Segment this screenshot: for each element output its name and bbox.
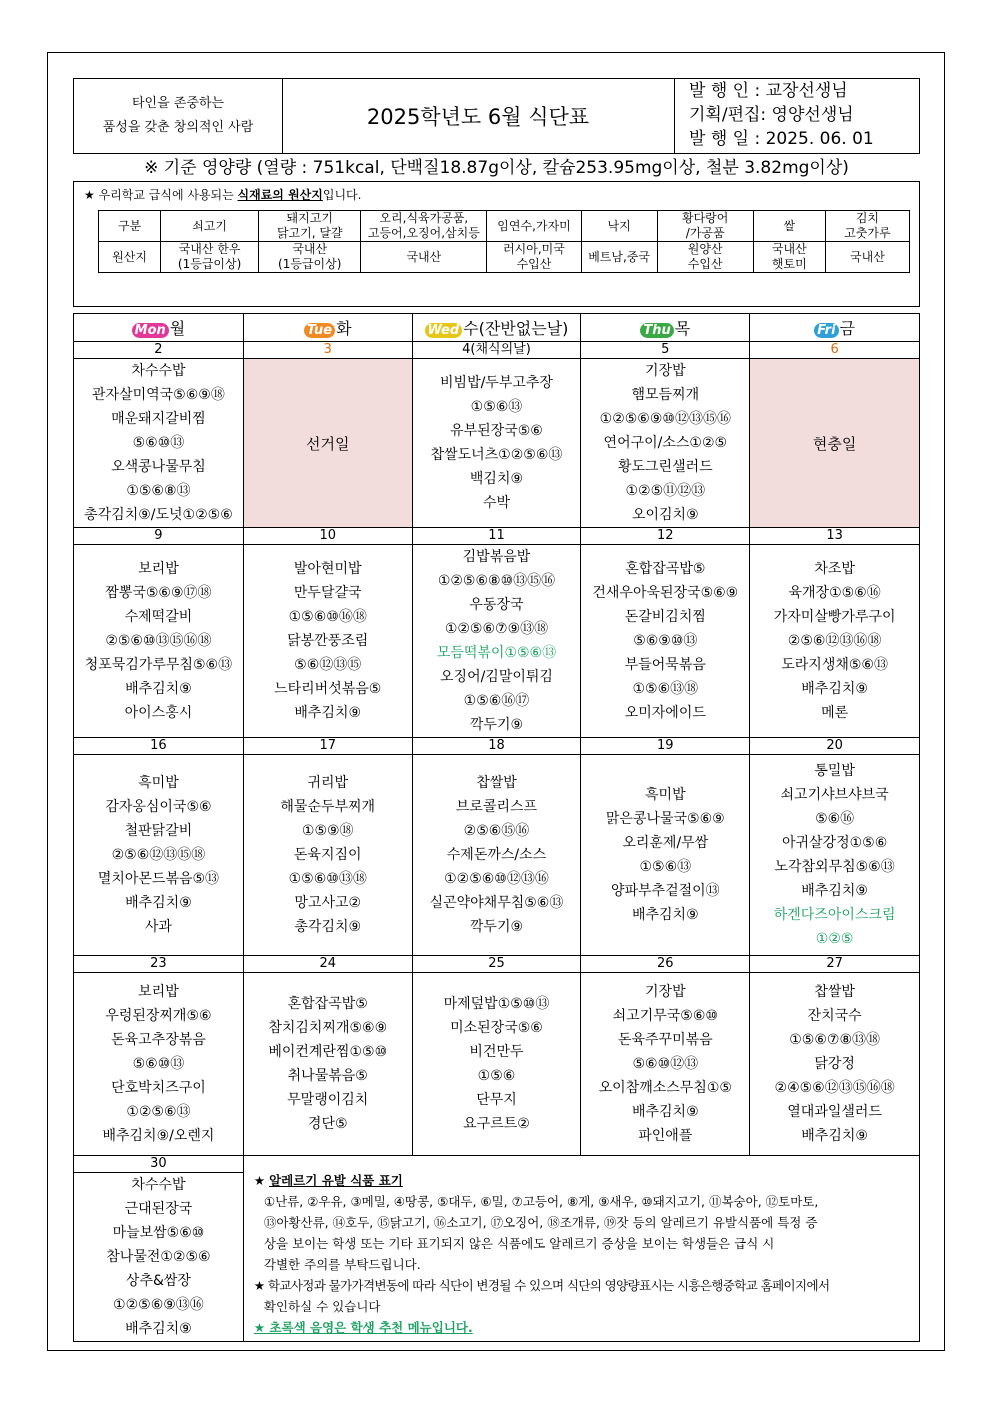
menu-item: 도라지생채⑤⑥⑬ xyxy=(781,657,888,673)
menu-item: 기장밥 xyxy=(645,363,686,379)
menu-item: ①⑤⑥⑩⑬⑱ xyxy=(288,871,367,887)
menu-item: 사과 xyxy=(144,919,172,935)
menu-row xyxy=(74,359,920,528)
menu-cell xyxy=(412,755,581,956)
menu-item: 혼합잡곡밥⑤ xyxy=(287,996,368,1012)
school-motto xyxy=(74,79,283,153)
menu-item: ①②⑤⑥⑧⑩⑬⑮⑯ xyxy=(437,573,556,589)
menu-item: ⑤⑥⑯ xyxy=(815,811,855,827)
menu-item: 실곤약야채무침⑤⑥⑬ xyxy=(429,895,564,911)
menu-item: 메론 xyxy=(821,705,849,721)
date-row xyxy=(74,738,920,755)
menu-cell xyxy=(750,545,920,738)
green-note: ★ 초록색 음영은 학생 추천 메뉴입니다. xyxy=(253,1319,473,1335)
menu-item: ①⑤⑥ xyxy=(477,1068,516,1084)
menu-item: 베이컨계란찜①⑤⑩ xyxy=(268,1044,388,1060)
menu-cell xyxy=(581,755,750,956)
menu-item: 통밀밥 xyxy=(814,763,855,779)
weekday-mon xyxy=(74,314,244,342)
menu-item: ②⑤⑥⑫⑬⑮⑱ xyxy=(111,847,206,863)
menu-item: 아이스홍시 xyxy=(124,705,193,721)
origin-note-bold: 식재료의 원산지 xyxy=(237,188,323,202)
menu-item: 배추김치⑨ xyxy=(125,895,192,911)
menu-item: 맑은콩나물국⑤⑥⑨ xyxy=(605,811,725,827)
origin-header-cell: 쇠고기 xyxy=(161,211,259,242)
menu-item: 부들어묵볶음 xyxy=(624,657,706,673)
date-cell: 26 xyxy=(581,956,750,973)
menu-item: 오이김치⑨ xyxy=(631,507,699,523)
menu-item: 육개장①⑤⑥⑯ xyxy=(788,585,881,601)
date-cell: 6 xyxy=(750,342,920,359)
origin-value-cell: 러시아,미국 수입산 xyxy=(487,242,581,273)
menu-item: 배추김치⑨ xyxy=(801,1128,868,1144)
publisher: 발 행 인 : 교장선생님 xyxy=(689,81,848,101)
menu-item: 햄모듬찌개 xyxy=(631,387,700,403)
menu-cell xyxy=(243,545,412,738)
menu-item: 돈육지짐이 xyxy=(293,847,362,863)
date-cell: 3 xyxy=(243,342,412,359)
nutrition-standard: ※ 기준 영양량 (열량 : 751kcal, 단백질18.87g이상, 칼슘253.95mg이상, 철분 3.82mg이상) xyxy=(144,158,849,178)
origin-value-cell: 원양산 수입산 xyxy=(657,242,753,273)
info-line: ★ 학교사정과 물가가격변동에 따라 식단이 변경될 수 있으며 식단의 영양량표시는 시흥은행중학교 홈페이지에서 xyxy=(253,1277,830,1293)
menu-item: 하겐다즈아이스크림 xyxy=(773,907,896,923)
holiday-label: 선거일 xyxy=(305,434,350,453)
menu-item: ①②⑤⑥⑦⑨⑬⑱ xyxy=(444,621,549,637)
menu-item: 감자옹심이국⑤⑥ xyxy=(105,799,212,815)
menu-item: 오리훈제/무쌈 xyxy=(622,835,709,851)
menu-row xyxy=(74,755,920,956)
date-cell: 5 xyxy=(581,342,750,359)
weekday-label: 수(잔반없는날) xyxy=(463,319,569,338)
menu-item: 해물순두부찌개 xyxy=(280,799,376,815)
date-cell: 30 xyxy=(74,1156,244,1173)
holiday-cell xyxy=(750,359,920,528)
origin-note-prefix: ★ 우리학교 급식에 사용되는 xyxy=(84,188,238,202)
date-cell: 13 xyxy=(750,528,920,545)
menu-item: 마제덮밥①⑤⑩⑬ xyxy=(443,996,550,1012)
menu-item: 오미자에이드 xyxy=(624,705,706,721)
menu-item: 돈갈비김치찜 xyxy=(624,609,706,625)
info-line: 상을 보이는 학생 또는 기타 표기되지 않은 식품에도 알레르기 증상을 보이는 학생들은 급식 시 xyxy=(263,1235,775,1251)
header xyxy=(73,78,920,154)
menu-item: 수제돈까스/소스 xyxy=(446,847,547,863)
origin-header-cell: 김치 고춧가루 xyxy=(825,211,909,242)
weekday-label: 목 xyxy=(674,319,691,338)
publisher-info xyxy=(675,79,920,153)
menu-cell xyxy=(74,359,244,528)
info-line: ①난류, ②우유, ③메밀, ④땅콩, ⑤대두, ⑥밀, ⑦고등어, ⑧게, ⑨새우, ⑩돼지고기, ⑪복숭아, ⑫토마토, xyxy=(263,1193,819,1209)
menu-item: 황도그린샐러드 xyxy=(617,459,713,475)
info-line: 각별한 주의를 부탁드립니다. xyxy=(263,1256,421,1272)
page-title: 2025학년도 6월 식단표 xyxy=(282,79,675,153)
weekday-badge: Tue xyxy=(304,323,335,338)
menu-item: 무말랭이김치 xyxy=(287,1092,369,1108)
date-cell: 12 xyxy=(581,528,750,545)
menu-item: 배추김치⑨ xyxy=(125,681,192,697)
menu-item: 관자살미역국⑤⑥⑨⑱ xyxy=(92,387,225,403)
menu-item: 발아현미밥 xyxy=(293,561,362,577)
menu-item: 배추김치⑨ xyxy=(125,1321,192,1337)
menu-item: 차수수밥 xyxy=(131,1177,186,1193)
menu-item: ①⑤⑥⑧⑬ xyxy=(126,483,191,499)
menu-item: 마늘보쌈⑤⑥⑩ xyxy=(112,1225,205,1241)
menu-item: 경단⑤ xyxy=(307,1116,348,1132)
menu-item: ①⑤⑥⑯⑰ xyxy=(463,693,530,709)
menu-item: 귀리밥 xyxy=(307,775,349,791)
menu-cell xyxy=(581,973,750,1156)
menu-item: 찹쌀밥 xyxy=(476,775,517,791)
origin-note-suffix: 입니다. xyxy=(322,188,362,202)
origin-header-cell: 쌀 xyxy=(753,211,825,242)
menu-cell xyxy=(412,359,581,528)
menu-item: 닭봉깐풍조림 xyxy=(287,633,369,649)
date-cell: 9 xyxy=(74,528,244,545)
menu-cell xyxy=(243,973,412,1156)
menu-item: 잔치국수 xyxy=(807,1008,862,1024)
menu-item: 아귀살강정①⑤⑥ xyxy=(781,835,888,851)
menu-item: 멸치아몬드볶음⑤⑬ xyxy=(97,871,220,887)
menu-item: 가자미살빵가루구이 xyxy=(773,609,896,625)
menu-item: 망고사고② xyxy=(294,895,362,911)
menu-cell xyxy=(581,359,750,528)
menu-item: 오이참깨소스무침①⑤ xyxy=(598,1080,732,1096)
info-line: 확인하실 수 있습니다 xyxy=(263,1298,381,1314)
menu-item: 흑미밥 xyxy=(138,775,179,791)
menu-item: ①②⑤⑥⑩⑫⑬⑯ xyxy=(444,871,549,887)
date-row xyxy=(74,528,920,545)
menu-item: 근대된장국 xyxy=(124,1201,193,1217)
menu-item: 노각참외무침⑤⑥⑬ xyxy=(774,859,895,875)
menu-item: 브로콜리스프 xyxy=(455,799,538,815)
menu-item: 단호박치즈구이 xyxy=(111,1080,206,1096)
menu-item: 미소된장국⑤⑥ xyxy=(450,1020,543,1036)
menu-cell xyxy=(581,545,750,738)
menu-item: 파인애플 xyxy=(638,1128,693,1144)
menu-item: 차조밥 xyxy=(814,561,855,577)
menu-item: 배추김치⑨ xyxy=(801,883,868,899)
menu-item: ①②⑤⑥⑨⑬⑯ xyxy=(113,1297,204,1313)
origin-value-row xyxy=(99,242,910,273)
weekday-badge: Thu xyxy=(640,323,673,338)
menu-item: 배추김치⑨ xyxy=(294,705,362,721)
weekday-badge: Fri xyxy=(814,323,838,338)
menu-item: ①⑤⑥⑩⑯⑱ xyxy=(288,609,367,625)
menu-item: ⑤⑥⑩⑫⑬ xyxy=(632,1056,699,1072)
menu-item: ①⑤⑥⑬ xyxy=(470,399,523,415)
weekday-fri xyxy=(750,314,920,342)
menu-cell xyxy=(74,973,244,1156)
origin-value-cell: 국내산 햇토미 xyxy=(753,242,825,273)
menu-cell xyxy=(74,1173,244,1342)
origin-note xyxy=(84,186,361,203)
menu-item: ①⑤⑥⑬⑱ xyxy=(632,681,699,697)
origin-value-cell: 원산지 xyxy=(99,242,161,273)
origin-value-cell: 국내산 xyxy=(361,242,487,273)
menu-item: ⑤⑥⑩⑬ xyxy=(132,1056,185,1072)
menu-item: 배추김치⑨ xyxy=(801,681,868,697)
menu-item: 배추김치⑨/오렌지 xyxy=(102,1128,215,1144)
menu-item: 깍두기⑨ xyxy=(469,717,524,733)
weekday-label: 금 xyxy=(839,319,856,338)
date-cell: 16 xyxy=(74,738,244,755)
date-row xyxy=(74,1156,920,1173)
origin-header-cell: 돼지고기 닭고기, 달걀 xyxy=(259,211,361,242)
menu-item: 흑미밥 xyxy=(645,787,686,803)
date-cell: 11 xyxy=(412,528,581,545)
motto-line-1: 타인을 존중하는 xyxy=(131,96,225,111)
menu-item: 오징어/김말이튀김 xyxy=(440,669,553,685)
menu-item: ①⑤⑨⑱ xyxy=(301,823,354,839)
origin-header-row xyxy=(99,211,910,242)
menu-item: 차수수밥 xyxy=(131,363,186,379)
menu-item: 백김치⑨ xyxy=(469,471,524,487)
weekday-header-row xyxy=(74,314,920,342)
origin-header-cell: 구분 xyxy=(99,211,161,242)
date-cell: 27 xyxy=(750,956,920,973)
holiday-cell xyxy=(243,359,412,528)
weekday-badge: Wed xyxy=(425,323,463,338)
date-cell: 2 xyxy=(74,342,244,359)
menu-item: 보리밥 xyxy=(138,984,179,1000)
origin-header-cell: 오리,식육가공품, 고등어,오징어,삼치등 xyxy=(361,211,487,242)
menu-item: ①②⑤⑥⑬ xyxy=(126,1104,191,1120)
origin-value-cell: 국내산 xyxy=(825,242,909,273)
menu-item: 우렁된장찌개⑤⑥ xyxy=(105,1008,212,1024)
info-panel xyxy=(243,1156,919,1342)
menu-item: ②⑤⑥⑮⑯ xyxy=(463,823,530,839)
menu-item: 상추&쌈장 xyxy=(125,1273,191,1289)
menu-item: 찹쌀도너츠①②⑤⑥⑬ xyxy=(430,447,563,463)
weekday-badge: Mon xyxy=(132,323,169,338)
weekday-label: 월 xyxy=(169,319,186,338)
menu-item: 열대과일샐러드 xyxy=(787,1104,882,1120)
menu-item: 우동장국 xyxy=(469,597,524,613)
date-cell: 20 xyxy=(750,738,920,755)
menu-cell xyxy=(750,755,920,956)
editor: 기획/편집: 영양선생님 xyxy=(689,105,854,125)
date-cell: 24 xyxy=(243,956,412,973)
date-row xyxy=(74,956,920,973)
menu-item: ②⑤⑥⑩⑬⑮⑯⑱ xyxy=(105,633,212,649)
menu-item: 연어구이/소스①②⑤ xyxy=(603,435,728,451)
date-cell: 19 xyxy=(581,738,750,755)
holiday-label: 현충일 xyxy=(812,434,857,453)
origin-value-cell: 국내산 한우 (1등급이상) xyxy=(161,242,259,273)
date-cell: 17 xyxy=(243,738,412,755)
menu-item: 보리밥 xyxy=(138,561,179,577)
menu-item: 돈육주꾸미볶음 xyxy=(617,1032,713,1048)
menu-cell xyxy=(243,755,412,956)
menu-cell xyxy=(750,973,920,1156)
menu-row xyxy=(74,973,920,1156)
menu-item: 돈육고추장볶음 xyxy=(111,1032,206,1048)
menu-item: 유부된장국⑤⑥ xyxy=(450,423,543,439)
menu-item: ②④⑤⑥⑫⑬⑮⑯⑱ xyxy=(774,1080,895,1096)
origin-value-cell: 베트남,중국 xyxy=(581,242,657,273)
origin-header-cell: 낙지 xyxy=(581,211,657,242)
motto-line-2: 품성을 갖춘 창의적인 사람 xyxy=(102,120,254,135)
date-cell: 10 xyxy=(243,528,412,545)
menu-item: 깍두기⑨ xyxy=(469,919,524,935)
menu-item: 혼합잡곡밥⑤ xyxy=(625,561,706,577)
weekday-wed xyxy=(412,314,581,342)
publish-date: 발 행 일 : 2025. 06. 01 xyxy=(689,129,874,149)
menu-item: 단무지 xyxy=(476,1092,517,1108)
menu-item: 느타리버섯볶음⑤ xyxy=(274,681,382,697)
menu-item: 쇠고기샤브샤브국 xyxy=(780,787,889,803)
menu-item: ⑤⑥⑩⑬ xyxy=(132,435,185,451)
menu-item: 매운돼지갈비찜 xyxy=(111,411,206,427)
menu-item: ②⑤⑥⑫⑬⑯⑱ xyxy=(787,633,882,649)
weekday-thu xyxy=(581,314,750,342)
menu-item: 닭강정 xyxy=(814,1056,855,1072)
origin-table xyxy=(98,210,910,273)
weekday-tue xyxy=(243,314,412,342)
menu-item: 배추김치⑨ xyxy=(631,907,699,923)
menu-item: 짬뽕국⑤⑥⑨⑰⑱ xyxy=(105,585,212,601)
menu-item: 취나물볶음⑤ xyxy=(287,1068,368,1084)
origin-header-cell: 황다랑어 /가공품 xyxy=(657,211,753,242)
menu-item: 청포묵김가루무침⑤⑥⑬ xyxy=(84,657,233,673)
menu-cell xyxy=(74,545,244,738)
menu-item: ①⑤⑥⑬ xyxy=(639,859,692,875)
menu-item: 건새우아욱된장국⑤⑥⑨ xyxy=(592,585,739,601)
date-cell: 25 xyxy=(412,956,581,973)
info-line: ⑬아황산류, ⑭호두, ⑮닭고기, ⑯소고기, ⑰오징어, ⑱조개류, ⑲잣 등의 알레르기 유발식품에 특정 증 xyxy=(263,1214,818,1230)
date-cell: 18 xyxy=(412,738,581,755)
weekday-label: 화 xyxy=(336,319,352,338)
menu-item: 비빔밥/두부고추장 xyxy=(440,375,553,391)
origin-section xyxy=(73,181,920,307)
date-cell: 4(채식의날) xyxy=(412,342,581,359)
date-row xyxy=(74,342,920,359)
menu-item: 양파부추겉절이⑬ xyxy=(610,883,720,899)
allergy-title: 알레르기 유발 식품 표기 xyxy=(269,1172,403,1188)
menu-item: 요구르트② xyxy=(463,1116,530,1132)
menu-item: 총각김치⑨ xyxy=(294,919,362,935)
menu-item: 철판닭갈비 xyxy=(124,823,193,839)
menu-item: 찹쌀밥 xyxy=(814,984,855,1000)
menu-item: 수박 xyxy=(482,495,510,511)
menu-item: ①②⑤⑥⑨⑩⑫⑬⑮⑯ xyxy=(599,411,731,427)
menu-cell xyxy=(412,973,581,1156)
menu-item: ⑤⑥⑫⑬⑮ xyxy=(294,657,362,673)
origin-header-cell: 임연수,가자미 xyxy=(487,211,581,242)
menu-cell xyxy=(412,545,581,738)
menu-item: 기장밥 xyxy=(645,984,686,1000)
menu-item: ①②⑤⑪⑫⑬ xyxy=(625,483,706,499)
menu-item: 김밥볶음밥 xyxy=(462,549,531,565)
menu-item: 참나물전①②⑤⑥ xyxy=(106,1249,211,1265)
menu-cell xyxy=(74,755,244,956)
menu-row xyxy=(74,545,920,738)
allergy-title-line: ★ 알레르기 유발 식품 표기 xyxy=(253,1172,403,1188)
menu-item: ①⑤⑥⑦⑧⑬⑱ xyxy=(789,1032,880,1048)
menu-item: 배추김치⑨ xyxy=(631,1104,699,1120)
date-cell: 23 xyxy=(74,956,244,973)
menu-item: 오색콩나물무침 xyxy=(111,459,206,475)
menu-table xyxy=(73,313,920,1342)
menu-item: 참치김치찌개⑤⑥⑨ xyxy=(268,1020,388,1036)
menu-item: 비건만두 xyxy=(469,1044,524,1060)
menu-item: ①②⑤ xyxy=(815,931,854,947)
menu-item: 쇠고기무국⑤⑥⑩ xyxy=(612,1008,718,1024)
menu-item: 총각김치⑨/도넛①②⑤⑥ xyxy=(84,507,233,523)
menu-item: 모듬떡볶이①⑤⑥⑬ xyxy=(436,645,557,661)
menu-item: 수제떡갈비 xyxy=(124,609,193,625)
menu-item: 만두달걀국 xyxy=(293,585,362,601)
menu-item: ⑤⑥⑨⑩⑬ xyxy=(633,633,698,649)
origin-value-cell: 국내산 (1등급이상) xyxy=(259,242,361,273)
